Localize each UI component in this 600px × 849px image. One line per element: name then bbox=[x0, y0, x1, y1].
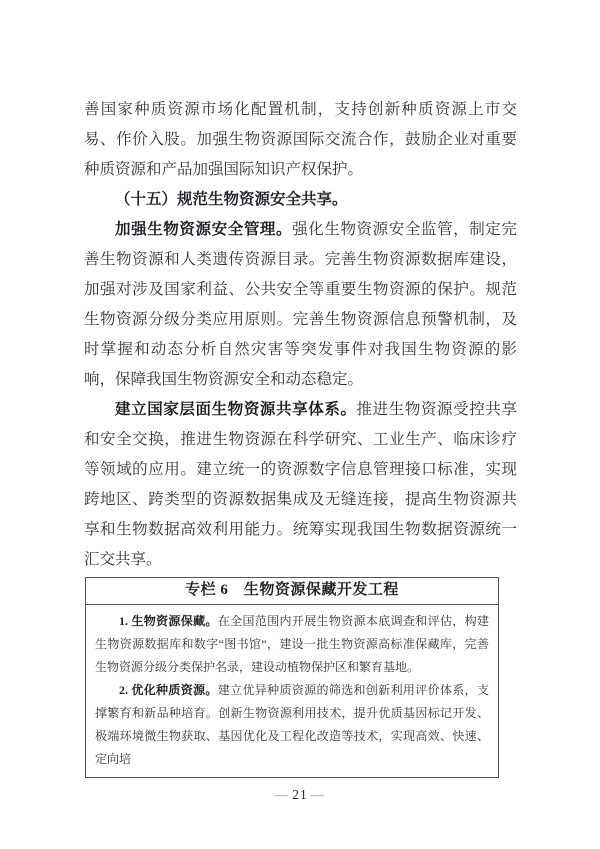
paragraph-security-management bbox=[84, 215, 517, 395]
column-box-item-2-lead: 2. 优化种质资源。 bbox=[119, 683, 218, 697]
column-box-item-1-text: 在全国范围内开展生物资源本底调查和评估，构建生物资源数据库和数字“图书馆”，建设一批生物资源高标准保藏库，完善生物资源分级分类保护名录，建设动植物保护区和繁育基地。 bbox=[95, 614, 489, 674]
column-box-item-1-lead: 1. 生物资源保藏。 bbox=[119, 614, 218, 628]
paragraph-continuation bbox=[84, 95, 517, 185]
paragraph-sharing-system bbox=[84, 395, 517, 575]
column-box-item-2 bbox=[95, 679, 489, 771]
section-heading-line bbox=[84, 185, 517, 215]
column-box-body bbox=[86, 605, 498, 777]
column-box-title: 专栏 6 生物资源保藏开发工程 bbox=[86, 578, 498, 605]
column-box bbox=[85, 577, 499, 778]
page-footer bbox=[0, 786, 600, 804]
paragraph-continuation-text: 善国家种质资源市场化配置机制，支持创新种质资源上市交易、作价入股。加强生物资源国际交流合作，鼓励企业对重要种质资源和产品加强国际知识产权保护。 bbox=[84, 101, 517, 178]
paragraph-sharing-lead: 建立国家层面生物资源共享体系。 bbox=[115, 401, 357, 418]
section-heading: （十五）规范生物资源安全共享。 bbox=[115, 191, 348, 208]
column-box-item-1 bbox=[95, 610, 489, 679]
footer-dash-right: — bbox=[310, 787, 326, 802]
column-box-item-2-text: 建立优异种质资源的筛选和创新利用评价体系，支撑繁育和新品种培育。创新生物资源利用技术，提升优质基因标记开发、极端环境微生物获取、基因优化及工程化改造等技术，实现高效、快速、定向培 bbox=[95, 683, 489, 766]
paragraph-security-text: 强化生物资源安全监管，制定完善生物资源和人类遗传资源目录。完善生物资源数据库建设，加强对涉及国家利益、公共安全等重要生物资源的保护。规范生物资源分级分类应用原则。完善生物资源信息预警机制，及时掌握和动态分析自然灾害等突发事件对我国生物资源的影响，保障我国生物资源安全和动态稳定。 bbox=[84, 221, 517, 388]
footer-dash-left: — bbox=[274, 787, 290, 802]
paragraph-security-lead: 加强生物资源安全管理。 bbox=[115, 221, 293, 238]
page-number: 21 bbox=[292, 787, 308, 802]
paragraph-sharing-text: 推进生物资源受控共享和安全交换，推进生物资源在科学研究、工业生产、临床诊疗等领域的应用。建立统一的资源数字信息管理接口标准，实现跨地区、跨类型的资源数据集成及无缝连接，提高生物资源共享和生物数据高效利用能力。统筹实现我国生物数据资源统一汇交共享。 bbox=[84, 401, 517, 568]
